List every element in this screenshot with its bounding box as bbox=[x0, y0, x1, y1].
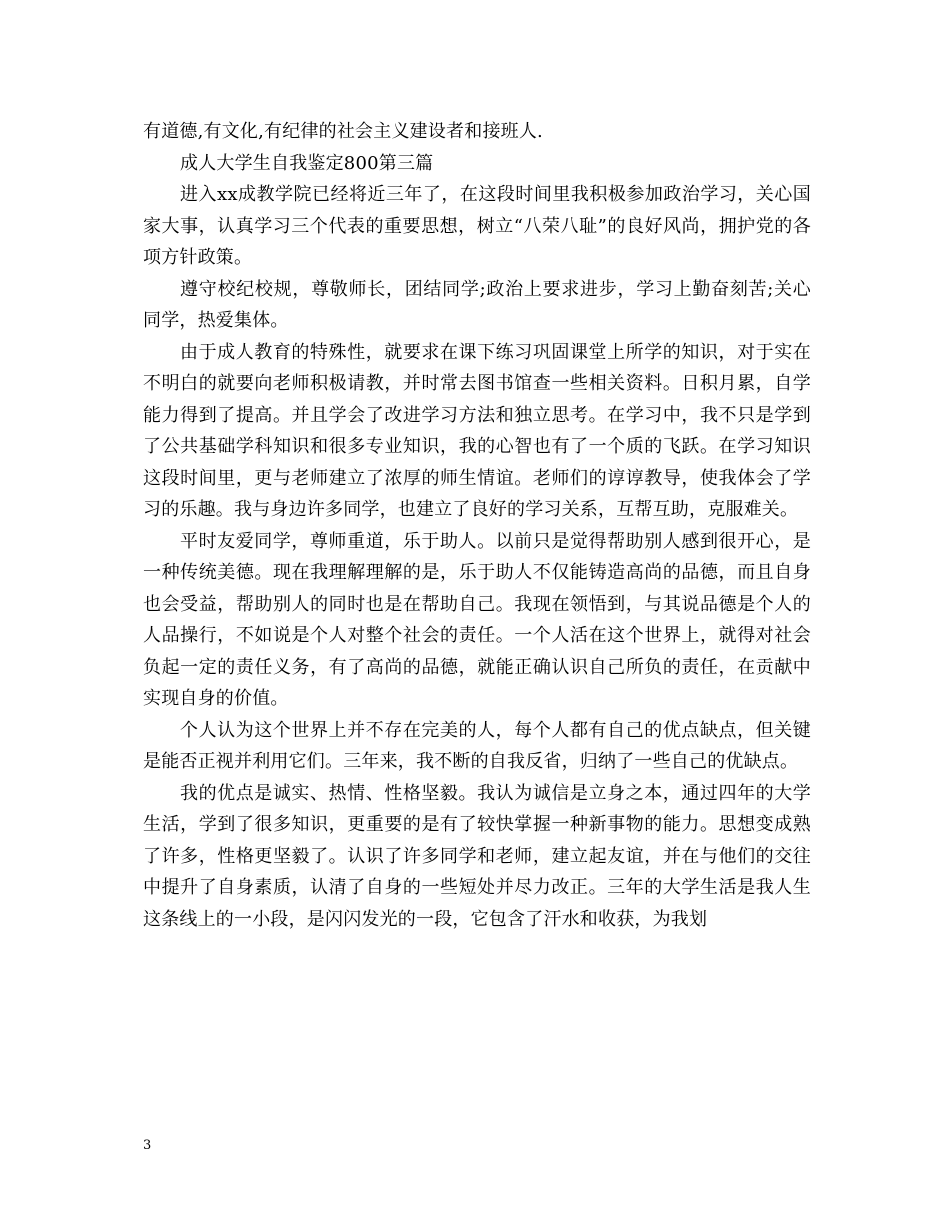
page-number: 3 bbox=[143, 1138, 152, 1153]
paragraph-7: 我的优点是诚实、热情、性格坚毅。我认为诚信是立身之本，通过四年的大学生活，学到了很多知识，更重要的是有了较快掌握一种新事物的能力。思想变成熟了许多，性格更坚毅了。认识了许多同学和老师，建立起友谊，并在与他们的交往中提升了自身素质，认清了自身的一些短处并尽力改正。三年的大学生活是我人生这条线上的一小段，是闪闪发光的一段，它包含了汗水和收获，为我划 bbox=[143, 782, 811, 930]
paragraph-2: 进入xx成教学院已经将近三年了，在这段时间里我积极参加政治学习，关心国家大事，认真学习三个代表的重要思想，树立“八荣八耻”的良好风尚，拥护党的各项方针政策。 bbox=[143, 184, 811, 268]
section-heading: 成人大学生自我鉴定800第三篇 bbox=[180, 152, 434, 174]
paragraph-1: 有道德,有文化,有纪律的社会主义建设者和接班人. bbox=[143, 121, 543, 142]
paragraph-4: 由于成人教育的特殊性，就要求在课下练习巩固课堂上所学的知识，对于实在不明白的就要向老师积极请教，并时常去图书馆查一些相关资料。日积月累，自学能力得到了提高。并且学会了改进学习方法和独立思考。在学习中，我不只是学到了公共基础学科知识和很多专业知识，我的心智也有了一个质的飞跃。在学习知识这段时间里，更与老师建立了浓厚的师生情谊。老师们的谆谆教导，使我体会了学习的乐趣。我与身边许多同学，也建立了良好的学习关系，互帮互助，克服难关。 bbox=[143, 341, 811, 520]
paragraph-6: 个人认为这个世界上并不存在完美的人，每个人都有自己的优点缺点，但关键是能否正视并利用它们。三年来，我不断的自我反省，归纳了一些自己的优缺点。 bbox=[143, 719, 811, 772]
document-body bbox=[143, 116, 811, 935]
paragraph-5: 平时友爱同学，尊师重道，乐于助人。以前只是觉得帮助别人感到很开心，是一种传统美德。现在我理解理解的是，乐于助人不仅能铸造高尚的品德，而且自身也会受益，帮助别人的同时也是在帮助自己。我现在领悟到，与其说品德是个人的人品操行，不如说是个人对整个社会的责任。一个人活在这个世界上，就得对社会负起一定的责任义务，有了高尚的品德，就能正确认识自己所负的责任，在贡献中实现自身的价值。 bbox=[143, 530, 811, 709]
paragraph-3: 遵守校纪校规，尊敬师长，团结同学;政治上要求进步，学习上勤奋刻苦;关心同学，热爱集体。 bbox=[143, 278, 811, 331]
